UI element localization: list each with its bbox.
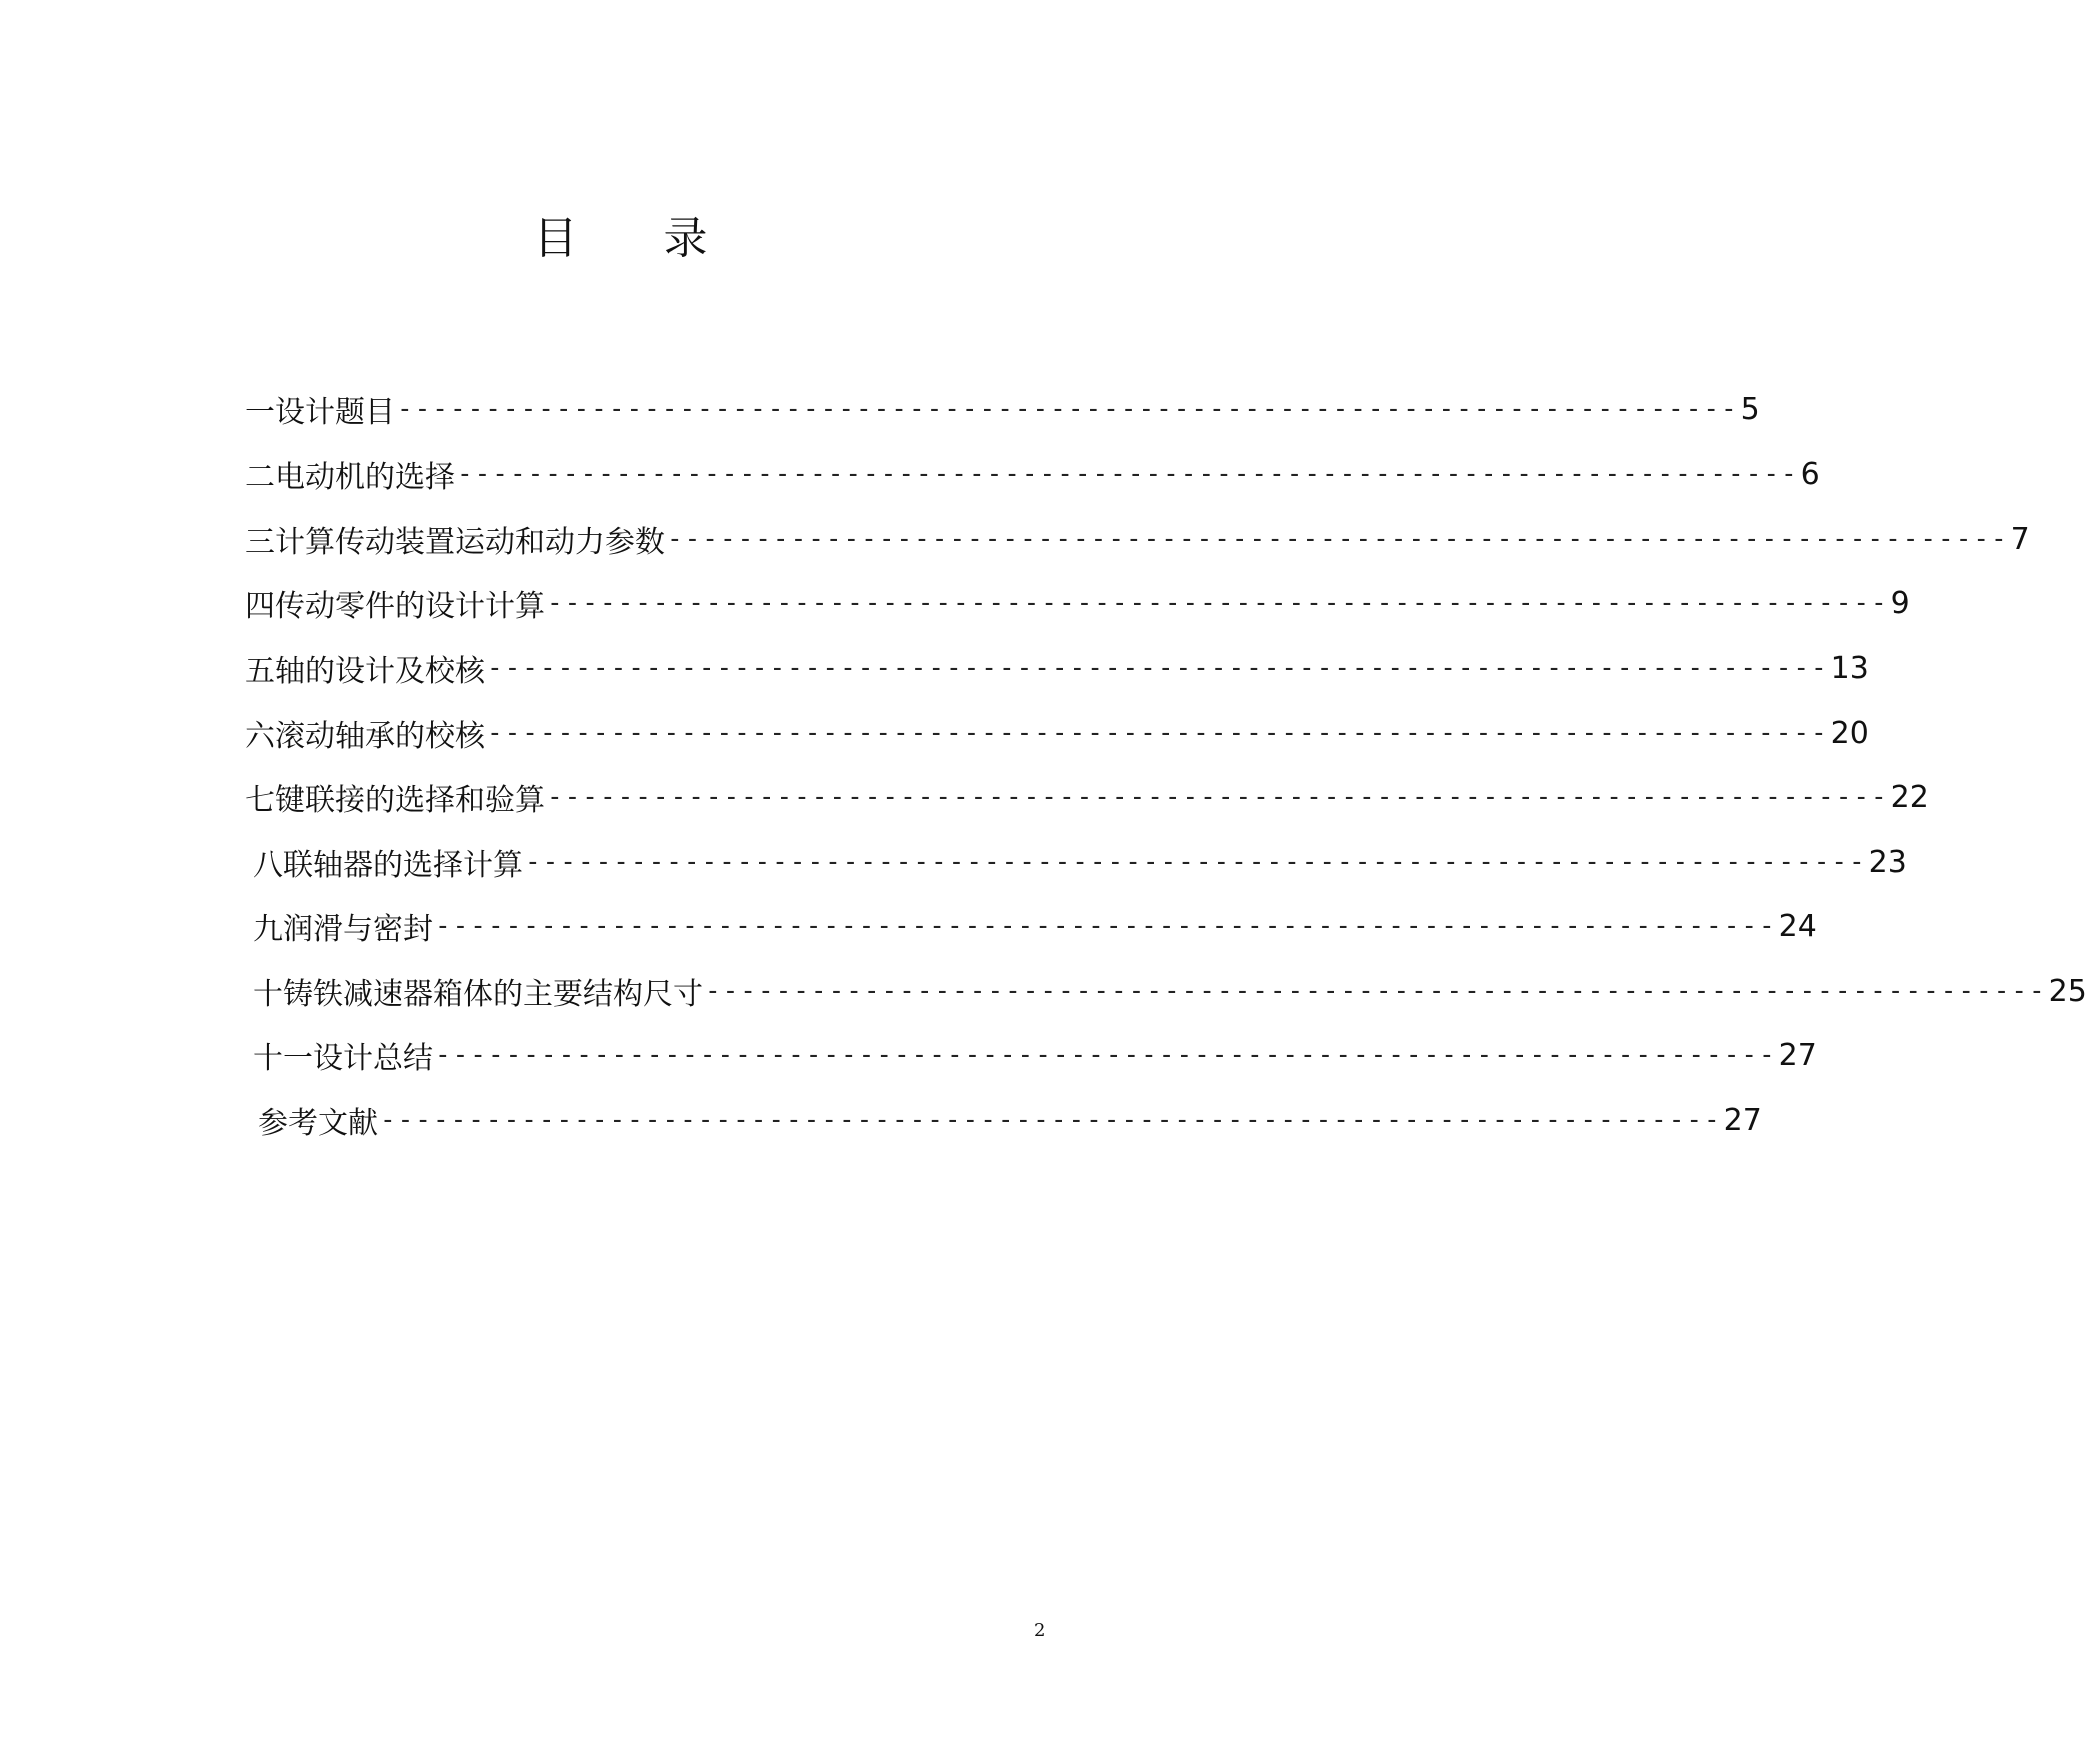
toc-dot-leader: ----------------------------------------------------------------------------	[547, 588, 1889, 618]
toc-entry-page: 27	[1723, 1102, 1762, 1138]
toc-entry-title: 滚动轴承的校核	[275, 719, 485, 754]
toc-entry[interactable]	[245, 775, 1929, 819]
toc-entry-page: 20	[1830, 715, 1869, 751]
toc-entry[interactable]	[253, 1033, 1817, 1077]
toc-entry-title: 设计题目	[275, 395, 395, 430]
toc-entry-page: 5	[1740, 391, 1760, 427]
toc-entry-page: 27	[1778, 1037, 1817, 1073]
toc-dot-leader: ----------------------------------------------------------------------------	[705, 976, 2047, 1006]
toc-entry-page: 22	[1890, 779, 1929, 815]
toc-entry-title: 电动机的选择	[275, 460, 455, 495]
toc-entry[interactable]	[253, 904, 1817, 948]
toc-entry-title: 键联接的选择和验算	[275, 783, 545, 818]
toc-entry-title: 润滑与密封	[283, 912, 433, 947]
toc-entry-title: 联轴器的选择计算	[283, 848, 523, 883]
toc-entry-title: 铸铁减速器箱体的主要结构尺寸	[283, 977, 703, 1012]
toc-entry[interactable]	[245, 452, 1820, 496]
toc-entry-number: 九	[253, 912, 283, 947]
toc-dot-leader: ----------------------------------------------------------------------------	[435, 911, 1777, 941]
toc-dot-leader: ----------------------------------------------------------------------------	[547, 782, 1889, 812]
toc-entry[interactable]	[253, 969, 2087, 1013]
toc-entry-number: 三	[245, 525, 275, 560]
toc-entry-title: 计算传动装置运动和动力参数	[275, 525, 665, 560]
toc-entry[interactable]	[245, 517, 2030, 561]
toc-dot-leader: ----------------------------------------------------------------------------	[487, 718, 1829, 748]
toc-entry[interactable]	[245, 646, 1869, 690]
page-title: 目 录	[533, 213, 744, 265]
toc-entry-page: 9	[1890, 585, 1910, 621]
toc-entry-title: 轴的设计及校核	[275, 654, 485, 689]
toc-entry-number: 八	[253, 848, 283, 883]
toc-entry-number: 七	[245, 783, 275, 818]
toc-dot-leader: ----------------------------------------------------------------------------	[457, 459, 1799, 489]
toc-entry-title: 参考文献	[258, 1106, 378, 1141]
toc-entry-page: 7	[2010, 521, 2030, 557]
toc-dot-leader: ----------------------------------------------------------------------------	[380, 1105, 1722, 1135]
toc-entry-page: 25	[2048, 973, 2087, 1009]
toc-entry[interactable]	[245, 711, 1869, 755]
toc-entry-number: 六	[245, 719, 275, 754]
toc-entry-page: 6	[1800, 456, 1820, 492]
toc-entry[interactable]	[253, 840, 1907, 884]
toc-entry-page: 23	[1868, 844, 1907, 880]
toc-entry-number: 四	[245, 589, 275, 624]
toc-entry[interactable]	[245, 387, 1760, 431]
toc-entry-title: 设计总结	[313, 1041, 433, 1076]
toc-dot-leader: ----------------------------------------------------------------------------	[487, 653, 1829, 683]
toc-dot-leader: ----------------------------------------------------------------------------	[435, 1040, 1777, 1070]
toc-entry-number: 十一	[253, 1041, 313, 1076]
toc-entry-number: 十	[253, 977, 283, 1012]
toc-dot-leader: ----------------------------------------------------------------------------	[525, 847, 1867, 877]
toc-dot-leader: ----------------------------------------------------------------------------	[397, 394, 1739, 424]
toc-entry-title: 传动零件的设计计算	[275, 589, 545, 624]
page-number: 2	[1034, 1620, 1046, 1641]
toc-entry-number: 一	[245, 395, 275, 430]
toc-entry[interactable]	[258, 1098, 1762, 1142]
toc-entry-number: 二	[245, 460, 275, 495]
toc-entry-page: 13	[1830, 650, 1869, 686]
toc-entry-page: 24	[1778, 908, 1817, 944]
toc-entry[interactable]	[245, 581, 1910, 625]
toc-dot-leader: ----------------------------------------------------------------------------	[667, 524, 2009, 554]
toc-entry-number: 五	[245, 654, 275, 689]
